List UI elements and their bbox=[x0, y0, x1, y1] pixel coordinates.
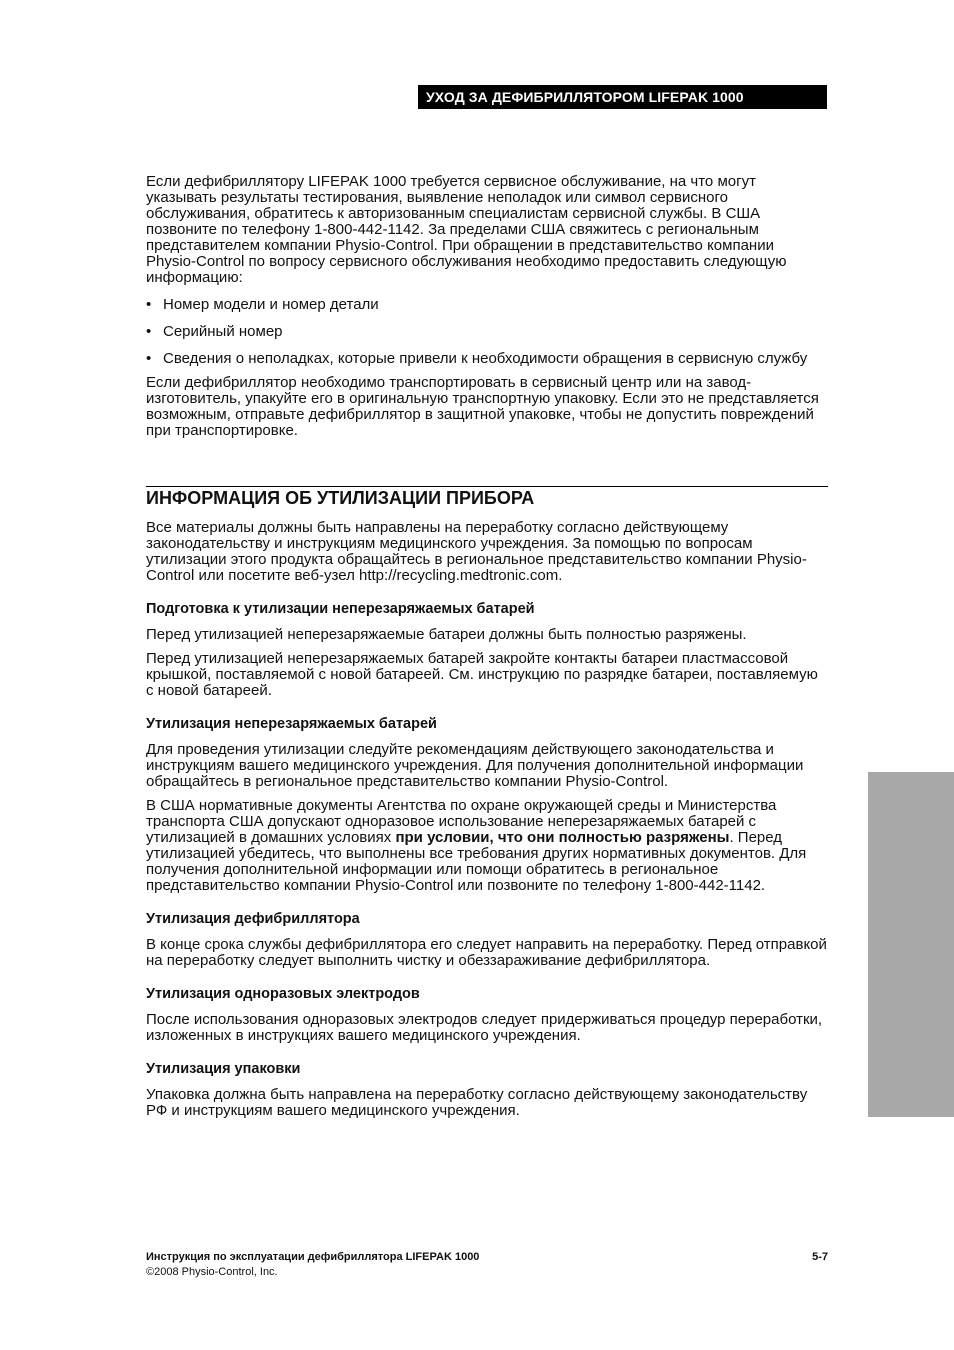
disposal-paragraph: Все материалы должны быть направлены на переработку согласно действующему законодательству и инструкциям медицинского учреждения. За помощью по вопросам утилизации этого продукта обращайтесь в региональное представительство компании Physio-Control или посетите веб-узел http://recycling.medtronic.com. bbox=[146, 519, 807, 584]
running-header: УХОД ЗА ДЕФИБРИЛЛЯТОРОМ LIFEPAK 1000 bbox=[418, 85, 827, 109]
footer-copyright: ©2008 Physio-Control, Inc. bbox=[146, 1266, 278, 1278]
text-run: В США нормативные документы Агентства по охране окружающей среды и Министерства транспорта США допускают одноразовое использование неперезаряжаемых батарей с утилизацией в домашних условиях bbox=[146, 797, 777, 846]
battery-prep-paragraph-1: Перед утилизацией неперезаряжаемые батареи должны быть полностью разряжены. bbox=[146, 626, 747, 643]
packaging-disposal-paragraph: Упаковка должна быть направлена на переработку согласно действующему законодательству РФ и инструкциям вашего медицинского учреждения. bbox=[146, 1086, 808, 1119]
section-heading-disposal: ИНФОРМАЦИЯ ОБ УТИЛИЗАЦИИ ПРИБОРА bbox=[146, 486, 828, 508]
electrodes-disposal-paragraph: После использования одноразовых электродов следует придерживаться процедур переработки, изложенных в инструкциях вашего медицинского учреждения. bbox=[146, 1011, 823, 1044]
chapter-side-tab bbox=[868, 772, 954, 1117]
page-content bbox=[146, 174, 828, 1127]
footer-doc-title: Инструкция по эксплуатации дефибриллятора LIFEPAK 1000 bbox=[146, 1251, 480, 1263]
subheading-defibrillator-disposal: Утилизация дефибриллятора bbox=[146, 911, 360, 927]
defibrillator-disposal-paragraph: В конце срока службы дефибриллятора его следует направить на переработку. Перед отправкой на переработку следует выполнить чистку и обеззараживание дефибриллятора. bbox=[146, 936, 827, 969]
subheading-packaging-disposal: Утилизация упаковки bbox=[146, 1061, 301, 1077]
subheading-electrodes-disposal: Утилизация одноразовых электродов bbox=[146, 986, 420, 1002]
text-run: . Перед утилизацией убедитесь, что выполнены все требования других нормативных документов. Для получения дополнительной информации или помощи обратитесь в региональное представительство компании Physio-Control или позвоните по телефону 1-800-442-1142. bbox=[146, 829, 807, 894]
intro-paragraph-2: Если дефибриллятор необходимо транспортировать в сервисный центр или на завод-изготовитель, упакуйте его в оригинальную транспортную упаковку. Если это не представляется возможным, отправьте дефибриллятор в защитной упаковке, чтобы не допустить повреждений при транспортировке. bbox=[146, 374, 819, 439]
bullet-item: • Серийный номер bbox=[146, 321, 828, 342]
battery-disposal-paragraph-2 bbox=[146, 798, 828, 894]
bold-condition: при условии, что они полностью разряжены bbox=[395, 829, 730, 846]
page-footer bbox=[146, 1250, 828, 1280]
battery-disposal-paragraph-1: Для проведения утилизации следуйте рекомендациям действующего законодательства и инструкциям вашего медицинского учреждения. Для получения дополнительной информации обращайтесь в региональное представительство компании Physio-Control. bbox=[146, 741, 804, 790]
page-number: 5-7 bbox=[812, 1251, 828, 1263]
footer-row bbox=[146, 1250, 828, 1265]
battery-prep-paragraph-2: Перед утилизацией неперезаряжаемых батарей закройте контакты батареи пластмассовой крышкой, поставляемой с новой батареей. См. инструкцию по разрядке батареи, поставляемую с новой батареей. bbox=[146, 650, 818, 699]
info-bullet-list bbox=[146, 294, 828, 369]
intro-paragraph-1: Если дефибриллятору LIFEPAK 1000 требуется сервисное обслуживание, на что могут указывать результаты тестирования, выявление неполадок или символ сервисного обслуживания, обратитесь к авторизованным специалистам сервисной службы. В США позвоните по телефону 1-800-442-1142. За пределами США свяжитесь с региональным представителем компании Physio-Control. При обращении в представительство компании Physio-Control по вопросу сервисного обслуживания необходимо предоставить следующую информацию: bbox=[146, 173, 787, 286]
subheading-battery-disposal: Утилизация неперезаряжаемых батарей bbox=[146, 716, 437, 732]
bullet-item: • Сведения о неполадках, которые привели к необходимости обращения в сервисную службу bbox=[146, 348, 828, 369]
bullet-item: • Номер модели и номер детали bbox=[146, 294, 828, 315]
subheading-battery-prep: Подготовка к утилизации неперезаряжаемых батарей bbox=[146, 601, 535, 617]
